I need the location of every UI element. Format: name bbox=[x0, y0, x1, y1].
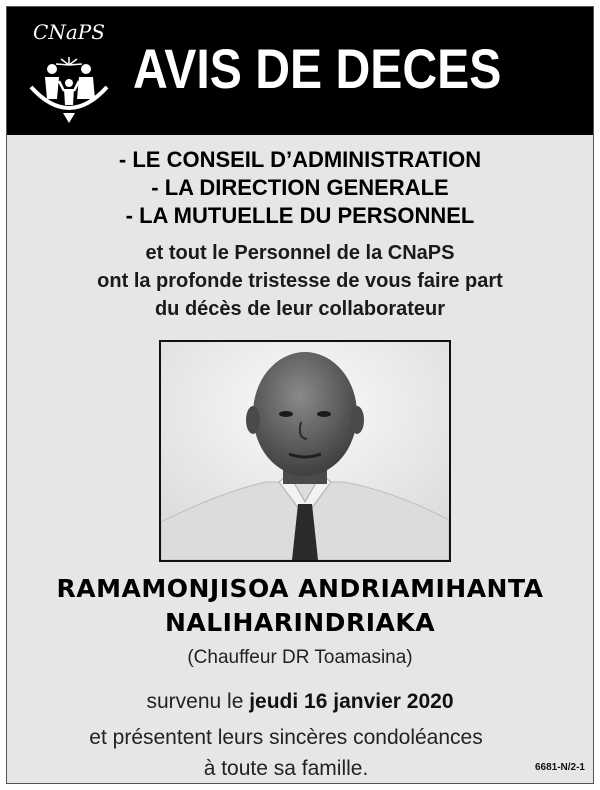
portrait-illustration bbox=[161, 342, 449, 560]
deceased-name-line-1: RAMAMONJISOA ANDRIAMIHANTA bbox=[56, 574, 544, 603]
condolences-line-2: à toute sa famille. bbox=[203, 757, 369, 780]
deceased-role: (Chauffeur DR Toamasina) bbox=[187, 647, 413, 668]
date-sentence bbox=[7, 688, 593, 716]
portrait-photo bbox=[159, 340, 451, 562]
message-line-3: du décès de leur collaborateur bbox=[154, 298, 446, 320]
reference-code: 6681-N/2-1 bbox=[534, 762, 585, 773]
header-banner bbox=[7, 7, 593, 135]
organization-line-3: - LA MUTUELLE DU PERSONNEL bbox=[125, 203, 475, 228]
date-prefix: survenu le bbox=[146, 690, 250, 713]
logo-text: CNaPS bbox=[33, 20, 105, 44]
condolences-line-1: et présentent leurs sincères condoléances bbox=[89, 726, 483, 749]
deceased-name-line-2: NALIHARINDRIAKA bbox=[164, 608, 436, 637]
date-of-death: jeudi 16 janvier 2020 bbox=[249, 690, 454, 713]
death-notice-card bbox=[6, 6, 594, 784]
organization-line-1: - LE CONSEIL D’ADMINISTRATION bbox=[118, 147, 482, 172]
organization-line-2: - LA DIRECTION GENERALE bbox=[151, 175, 449, 200]
message-line-1: et tout le Personnel de la CNaPS bbox=[145, 242, 455, 264]
message-line-2: ont la profonde tristesse de vous faire part bbox=[97, 270, 503, 292]
notice-title: AVIS DE DECES bbox=[133, 37, 502, 100]
cnaps-logo bbox=[19, 17, 119, 129]
